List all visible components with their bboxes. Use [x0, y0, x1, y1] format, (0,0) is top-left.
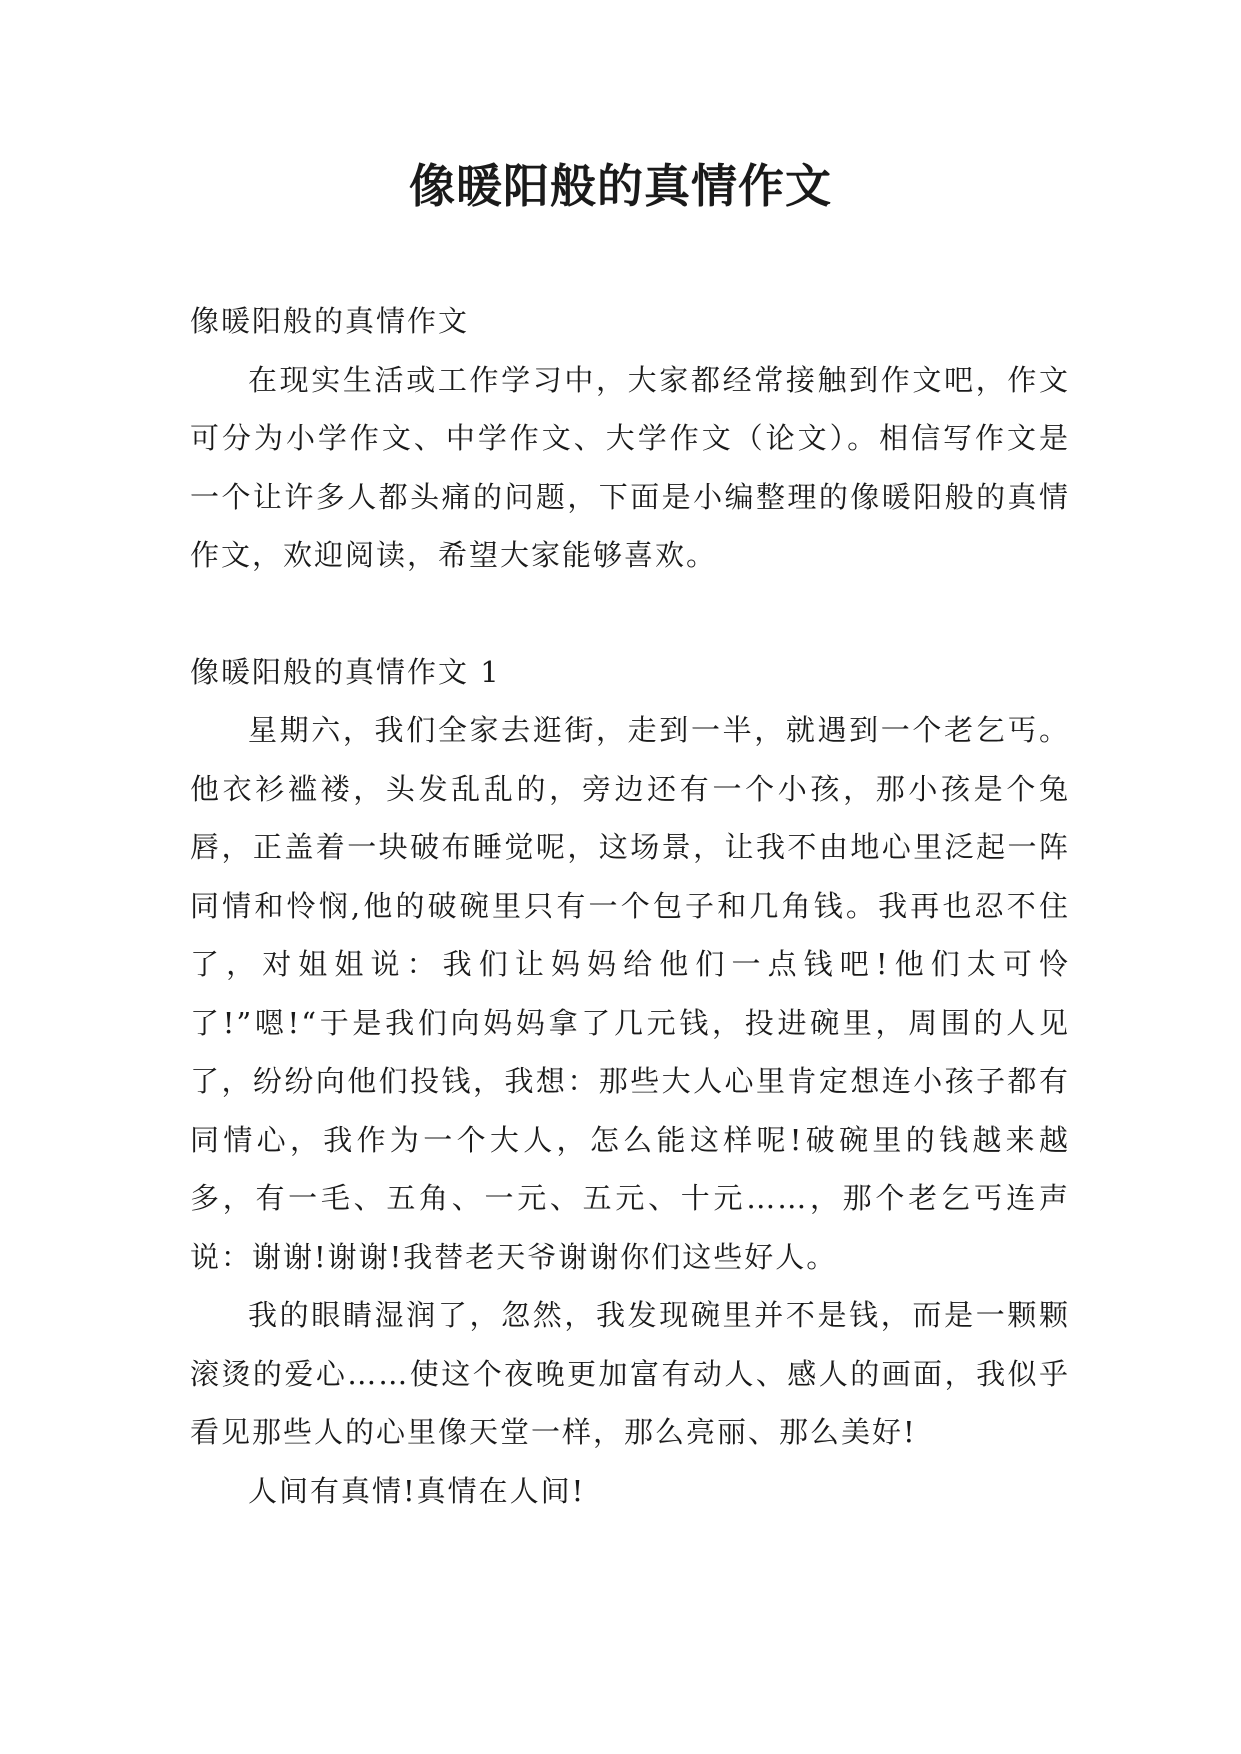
essay-paragraph: 人间有真情!真情在人间! — [248, 1473, 586, 1508]
section-spacer — [190, 585, 1070, 643]
document-title: 像暖阳般的真情作文 — [409, 159, 832, 213]
intro-paragraph: 在现实生活或工作学习中，大家都经常接触到作文吧，作文可分为小学作文、中学作文、大学作文（论文）。相信写作文是一个让许多人都头痛的问题，下面是小编整理的像暖阳般的真情作文，欢迎阅读，希望大家能够喜欢。 — [190, 362, 1070, 572]
essay-heading: 像暖阳般的真情作文 1 — [190, 654, 501, 689]
essay-paragraph: 星期六，我们全家去逛街，走到一半，就遇到一个老乞丐。他衣衫褴褛，头发乱乱的，旁边还有一个小孩，那小孩是个兔唇，正盖着一块破布睡觉呢，这场景，让我不由地心里泛起一阵同情和怜悯,他的破碗里只有一个包子和几角钱。我再也忍不住了，对姐姐说：我们让妈妈给他们一点钱吧!他们太可怜了!”嗯!“于是我们向妈妈拿了几元钱，投进碗里，周围的人见了，纷纷向他们投钱，我想：那些大人心里肯定想连小孩子都有同情心，我作为一个大人，怎么能这样呢!破碗里的钱越来越多，有一毛、五角、一元、五元、十元……，那个老乞丐连声说：谢谢!谢谢!我替老天爷谢谢你们这些好人。 — [190, 713, 1070, 1274]
document-body — [190, 292, 1070, 1520]
intro-heading: 像暖阳般的真情作文 — [190, 304, 470, 338]
essay-paragraph: 我的眼睛湿润了，忽然，我发现碗里并不是钱，而是一颗颗滚烫的爱心……使这个夜晚更加富有动人、感人的画面，我似乎看见那些人的心里像天堂一样，那么亮丽、那么美好! — [190, 1298, 1070, 1449]
